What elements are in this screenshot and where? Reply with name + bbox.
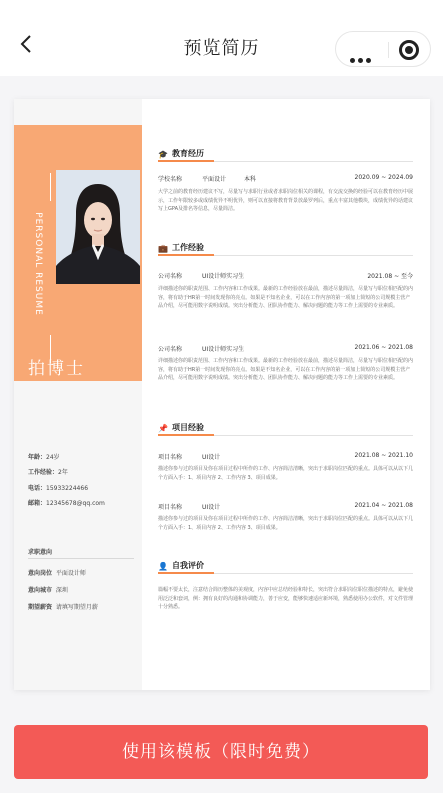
resume-badge [28, 173, 48, 363]
intent-salary: 期望薪资 请填写期望月薪 [28, 604, 98, 611]
mini-program-capsule [335, 31, 431, 67]
section-project [158, 419, 413, 439]
section-title: 工作经验 [172, 243, 204, 252]
info-phone: 电话：15933224466 [28, 485, 89, 492]
person-icon: 👤 [158, 562, 168, 571]
close-target-icon[interactable] [399, 40, 419, 60]
use-template-button[interactable]: 使用该模板（限时免费） [14, 725, 428, 779]
capsule-divider [388, 42, 389, 58]
resume-main: 🎓 教育经历 学校名称 平面设计 本科 2020.09 ~ 2024.09 大学之前的教育经历建议不写，尽量写与求职行业或者求职岗位相关的课程，有交流交换的经验可以在教育经历中展示，工作年限较多或成绩优异不明优异，则可以直接将教育背景放最罗列后，重点丰富其他模块，成绩优异的话建议写上GPA及排名等信息，尽量简洁。 💼 工作经验 公司名称 UI设计师实习生 2021.08 ~ 至今 详细描述你的职责范围、工作内容和工作成果。最新的工作经验放在最前，描述尽量简洁，尽量写与职位相匹配的内容，将有助于HR第一时间发现你的亮点。如果是不知名企业，可以在工作内容的第一项加上简短的公司规模主营产品介绍，尽可能用数字说明成绩。突出分析能力、团队协作能力、解决问题的能力等工作上需要的专业素质。 公司名称 UI设计师实习生 2021.06 ~ 2021.08 详细描述你的职责范围、工作内容和工作成果。最新的工作经验放在最前，描述尽量简洁，尽量写与职位相匹配的内容，将有助于HR第一时间发现你的亮点。如果是不知名企业，可以在工作内容的第一项加上简短的公司规模主营产品介绍，尽可能用数字说明成绩。突出分析能力、团队协作能力、解决问题的能力等工作上需要的专业素质。 📌 项目经验 项目名称 UI设计 2021.08 ~ 2021.10 描述你参与过的项目及你在项目过程中所作的工作、内容简洁清晰，突出于求职岗位匹配的重点。具体可以从以下几个方面入手：1、项目内容 2、工作内容 3、项目成果。 项目名称 UI设计 2021.04 ~ 2021.08 描述你参与过的项目及你在项目过程中所作的工作、内容简洁清晰，突出于求职岗位匹配的重点。具体可以从以下几个方面入手：1、项目内容 2、工作内容 3、项目成果。 👤 自我评价 篇幅不要太长，注意结合简历整体的美观度，内容中应总结经验和特长，突出符合求职岗位职位描述的特点，避免使用泛泛和套词，例：拥有良好的沟通和协调能力，善于应变，能够快速适应新环境，熟悉使用办公软件，对文件管理十分熟悉。 [142, 99, 430, 690]
intent-divider [28, 558, 134, 559]
project-desc: 描述你参与过的项目及你在项目过程中所作的工作、内容简洁清晰，突出于求职岗位匹配的重点。具体可以从以下几个方面入手：1、项目内容 2、工作内容 3、项目成果。 [158, 516, 413, 531]
briefcase-icon: 💼 [158, 244, 168, 253]
section-title: 项目经验 [172, 423, 204, 432]
work-desc: 详细描述你的职责范围、工作内容和工作成果。最新的工作经验放在最前，描述尽量简洁，尽量写与职位相匹配的内容，将有助于HR第一时间发现你的亮点。如果是不知名企业，可以在工作内容的第一项加上简短的公司规模主营产品介绍，尽可能用数字说明成绩。突出分析能力、团队协作能力、解决问题的能力等工作上需要的专业素质。 [158, 358, 413, 382]
intent-city: 意向城市 深圳 [28, 587, 68, 594]
navigation-bar [0, 0, 443, 76]
profile-header [14, 125, 142, 381]
info-email: 邮箱：12345678@qq.com [28, 500, 105, 507]
project-icon: 📌 [158, 424, 168, 433]
work-desc: 详细描述你的职责范围、工作内容和工作成果。最新的工作经验放在最前，描述尽量简洁，尽量写与职位相匹配的内容，将有助于HR第一时间发现你的亮点。如果是不知名企业，可以在工作内容的第一项加上简短的公司规模主营产品介绍，尽可能用数字说明成绩。突出分析能力、团队协作能力、解决问题的能力等工作上需要的专业素质。 [158, 286, 413, 310]
resume-preview [14, 99, 430, 690]
self-desc: 篇幅不要太长，注意结合简历整体的美观度，内容中应总结经验和特长，突出符合求职岗位职位描述的特点，避免使用泛泛和套词，例：拥有良好的沟通和协调能力，善于应变，能够快速适应新环境，熟悉使用办公软件，对文件管理十分熟悉。 [158, 587, 413, 611]
education-desc: 大学之前的教育经历建议不写，尽量写与求职行业或者求职岗位相关的课程，有交流交换的经验可以在教育经历中展示，工作年限较多或成绩优异不明优异，则可以直接将教育背景放最罗列后，重点丰富其他模块，成绩优异的话建议写上GPA及排名等信息，尽量简洁。 [158, 189, 413, 213]
intent-title: 求职意向 [28, 549, 53, 556]
resume-badge-text: PERSONAL RESUME [33, 212, 43, 316]
candidate-name: 拍博士 [28, 359, 85, 379]
resume-sidebar [14, 99, 142, 690]
section-self-evaluation [158, 557, 413, 577]
intent-position: 意向岗位 平面设计师 [28, 570, 86, 577]
profile-photo [56, 170, 140, 284]
info-experience: 工作经验：2年 [28, 469, 68, 476]
graduation-cap-icon: 🎓 [158, 150, 168, 159]
section-title: 自我评价 [172, 561, 204, 570]
more-icon[interactable] [350, 48, 380, 54]
section-work [158, 239, 413, 259]
project-desc: 描述你参与过的项目及你在项目过程中所作的工作、内容简洁清晰，突出于求职岗位匹配的重点。具体可以从以下几个方面入手：1、项目内容 2、工作内容 3、项目成果。 [158, 466, 413, 481]
page-title: 预览简历 [183, 38, 260, 59]
section-education [158, 145, 413, 165]
info-age: 年龄：24岁 [28, 454, 60, 461]
section-title: 教育经历 [172, 149, 204, 158]
